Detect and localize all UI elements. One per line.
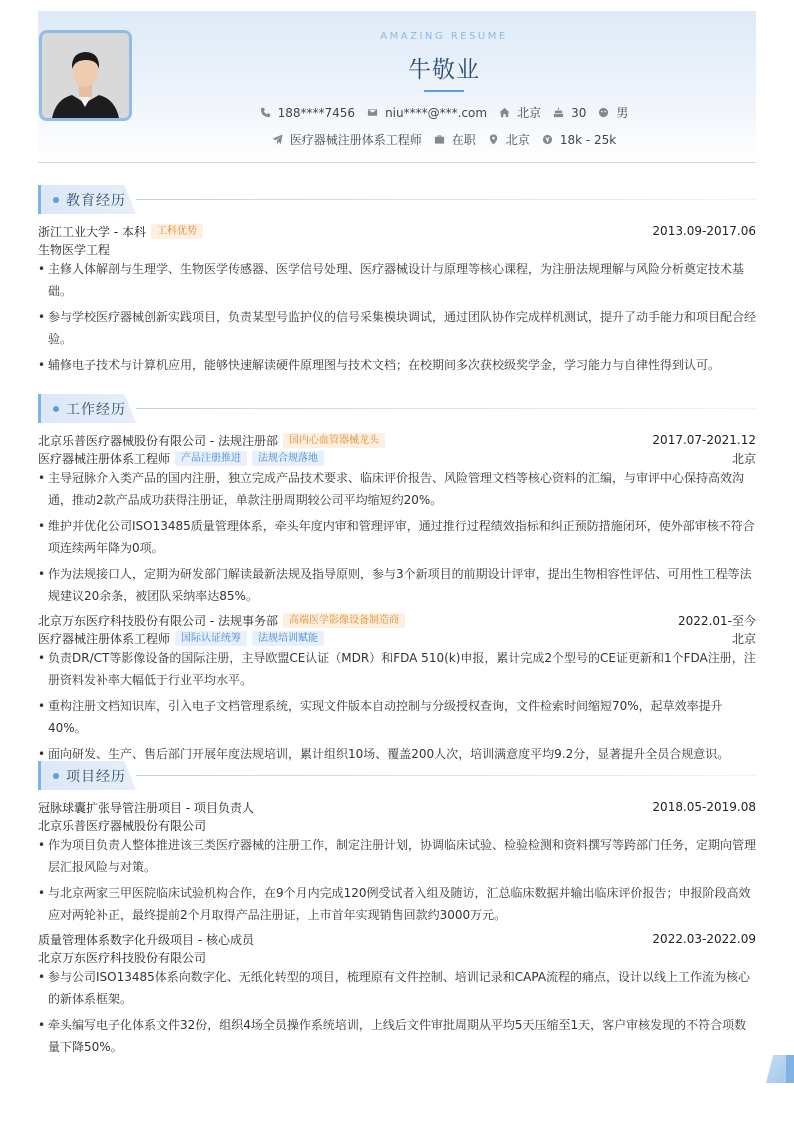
work-entry — [38, 431, 756, 607]
resume-page — [38, 11, 757, 1054]
company-name: 北京万东医疗科技股份有限公司 - 法规事务部 — [38, 613, 278, 628]
entry-date: 2022.03-2022.09 — [652, 932, 756, 946]
name-underline — [424, 90, 464, 92]
location-icon — [488, 134, 499, 145]
role-tag: 法规培训赋能 — [252, 631, 324, 646]
job-location: 北京 — [731, 631, 756, 646]
company-tag: 高端医学影像设备制造商 — [283, 613, 405, 628]
status-info — [434, 131, 476, 148]
list-item: • 重构注册文档知识库，引入电子文档管理系统，实现文件版本自动控制与分级授权查询，文件检索时间缩短70%，起草效率提升40%。 — [38, 695, 756, 739]
section-dot — [53, 406, 59, 412]
entry-date: 2018.05-2019.08 — [652, 800, 756, 814]
education-section — [38, 185, 756, 380]
entry-date: 2022.01-至今 — [678, 613, 756, 628]
work-section — [38, 394, 756, 769]
position-text: 医疗器械注册体系工程师 — [289, 133, 422, 147]
phone-info — [260, 106, 355, 120]
section-dot — [53, 773, 59, 779]
target-city-text: 北京 — [505, 133, 530, 147]
list-item: • 主导冠脉介入类产品的国内注册，独立完成产品技术要求、临床评价报告、风险管理文档等核心资料的汇编，与审评中心保持高效沟通，推动2款产品成功获得注册证，单款注册周期较公司平均缩短约20%。 — [38, 467, 756, 511]
bullet-list — [38, 834, 756, 926]
bullet-list — [38, 647, 756, 765]
entry-date: 2017.07-2021.12 — [652, 433, 756, 447]
candidate-name: 牛敬业 — [408, 57, 480, 83]
role-tag: 产品注册推进 — [175, 451, 247, 466]
project-entry — [38, 798, 756, 926]
phone-icon — [260, 107, 271, 118]
entry-date: 2013.09-2017.06 — [652, 224, 756, 238]
email-info — [367, 106, 487, 120]
list-item: • 主修人体解剖与生理学、生物医学传感器、医学信号处理、医疗器械设计与原理等核心课程，为注册法规理解与风险分析奠定技术基础。 — [38, 258, 756, 302]
list-item: • 牵头编写电子化体系文件32份，组织4场全员操作系统培训，上线后文件审批周期从平均5天压缩至1天，客户审核发现的不符合项数量下降50%。 — [38, 1014, 756, 1058]
project-name: 冠脉球囊扩张导管注册项目 - 项目负责人 — [38, 800, 254, 815]
list-item: • 面向研发、生产、售后部门开展年度法规培训，累计组织10场、覆盖200人次，培训满意度平均9.2分，显著提升全员合规意识。 — [38, 743, 756, 765]
company-tag: 国内心血管器械龙头 — [283, 433, 385, 448]
section-label: 工作经历 — [66, 402, 126, 418]
role-tag: 法规合规落地 — [252, 451, 324, 466]
avatar — [39, 30, 132, 121]
resume-header — [38, 11, 756, 163]
header-divider — [38, 162, 756, 163]
list-item: • 负责DR/CT等影像设备的国际注册，主导欧盟CE认证（MDR）和FDA 510(k)申报，累计完成2个型号的CE证更新和1个FDA注册，注册资料发补率大幅低于行业平均水平。 — [38, 647, 756, 691]
project-entry — [38, 930, 756, 1058]
cake-icon — [553, 107, 564, 118]
job-location: 北京 — [731, 451, 756, 466]
status-text: 在职 — [451, 133, 476, 147]
city-text: 北京 — [517, 106, 542, 120]
list-item: • 辅修电子技术与计算机应用，能够快速解读硬件原理图与技术文档；在校期间多次获校级奖学金，学习能力与自律性得到认可。 — [38, 354, 756, 376]
position-info — [272, 131, 422, 148]
role-tag: 国际认证统筹 — [175, 631, 247, 646]
job-role: 医疗器械注册体系工程师 — [38, 451, 171, 466]
school-name: 浙江工业大学 - 本科 — [38, 224, 146, 239]
section-dot — [53, 197, 59, 203]
face-icon — [598, 107, 609, 118]
school-tag: 工科优势 — [151, 224, 203, 239]
section-label: 项目经历 — [66, 769, 126, 785]
section-title — [38, 394, 756, 423]
job-intent-row — [132, 131, 756, 148]
send-icon — [272, 134, 283, 145]
bullet-list — [38, 258, 756, 376]
mail-icon — [367, 107, 378, 118]
phone-text: 188****7456 — [277, 105, 356, 120]
briefcase-icon — [434, 134, 445, 145]
company-name: 北京乐普医疗器械股份有限公司 - 法规注册部 — [38, 433, 278, 448]
work-entry — [38, 611, 756, 765]
job-role: 医疗器械注册体系工程师 — [38, 631, 171, 646]
gender-info — [598, 104, 628, 121]
salary-text: 18k - 25k — [559, 132, 617, 147]
list-item: • 作为项目负责人整体推进该三类医疗器械的注册工作，制定注册计划，协调临床试验、检验检测和资料撰写等跨部门任务，定期向管理层汇报风险与对策。 — [38, 834, 756, 878]
contact-row — [132, 104, 756, 121]
money-icon — [542, 134, 553, 145]
salary-info — [542, 133, 616, 147]
resume-tagline: AMAZING RESUME — [380, 31, 508, 42]
list-item: • 与北京两家三甲医院临床试验机构合作，在9个月内完成120例受试者入组及随访，汇总临床数据并输出临床评价报告；申报阶段高效应对两轮补正，最终提前2个月取得产品注册证，上市首年实现销售回款约3000万元。 — [38, 882, 756, 926]
list-item: • 维护并优化公司ISO13485质量管理体系，牵头年度内审和管理评审，通过推行过程绩效指标和纠正预防措施闭环，使外部审核不符合项连续两年降为0项。 — [38, 515, 756, 559]
major-name: 生物医学工程 — [38, 242, 111, 257]
list-item: • 参与公司ISO13485体系向数字化、无纸化转型的项目，梳理原有文件控制、培训记录和CAPA流程的痛点，设计以线上工作流为核心的新体系框架。 — [38, 966, 756, 1010]
target-city-info — [488, 131, 530, 148]
section-title — [38, 761, 756, 790]
projects-section — [38, 761, 756, 1062]
city-info — [499, 104, 541, 121]
project-company: 北京乐普医疗器械股份有限公司 — [38, 818, 207, 833]
gender-text: 男 — [616, 106, 629, 120]
section-label: 教育经历 — [66, 193, 126, 209]
bullet-list — [38, 966, 756, 1058]
bullet-list — [38, 467, 756, 607]
list-item: • 参与学校医疗器械创新实践项目，负责某型号监护仪的信号采集模块调试，通过团队协作完成样机测试，提升了动手能力和项目配合经验。 — [38, 306, 756, 350]
email-text: niu****@***.com — [385, 105, 488, 120]
project-company: 北京万东医疗科技股份有限公司 — [38, 950, 207, 965]
page-corner-bar — [786, 1055, 794, 1083]
home-icon — [499, 107, 510, 118]
age-info — [553, 106, 586, 120]
education-entry — [38, 222, 756, 376]
project-name: 质量管理体系数字化升级项目 - 核心成员 — [38, 932, 254, 947]
age-text: 30 — [571, 105, 587, 120]
section-title — [38, 185, 756, 214]
list-item: • 作为法规接口人，定期为研发部门解读最新法规及指导原则，参与3个新项目的前期设计评审，提出生物相容性评估、可用性工程等法规建议20余条，被团队采纳率达85%。 — [38, 563, 756, 607]
